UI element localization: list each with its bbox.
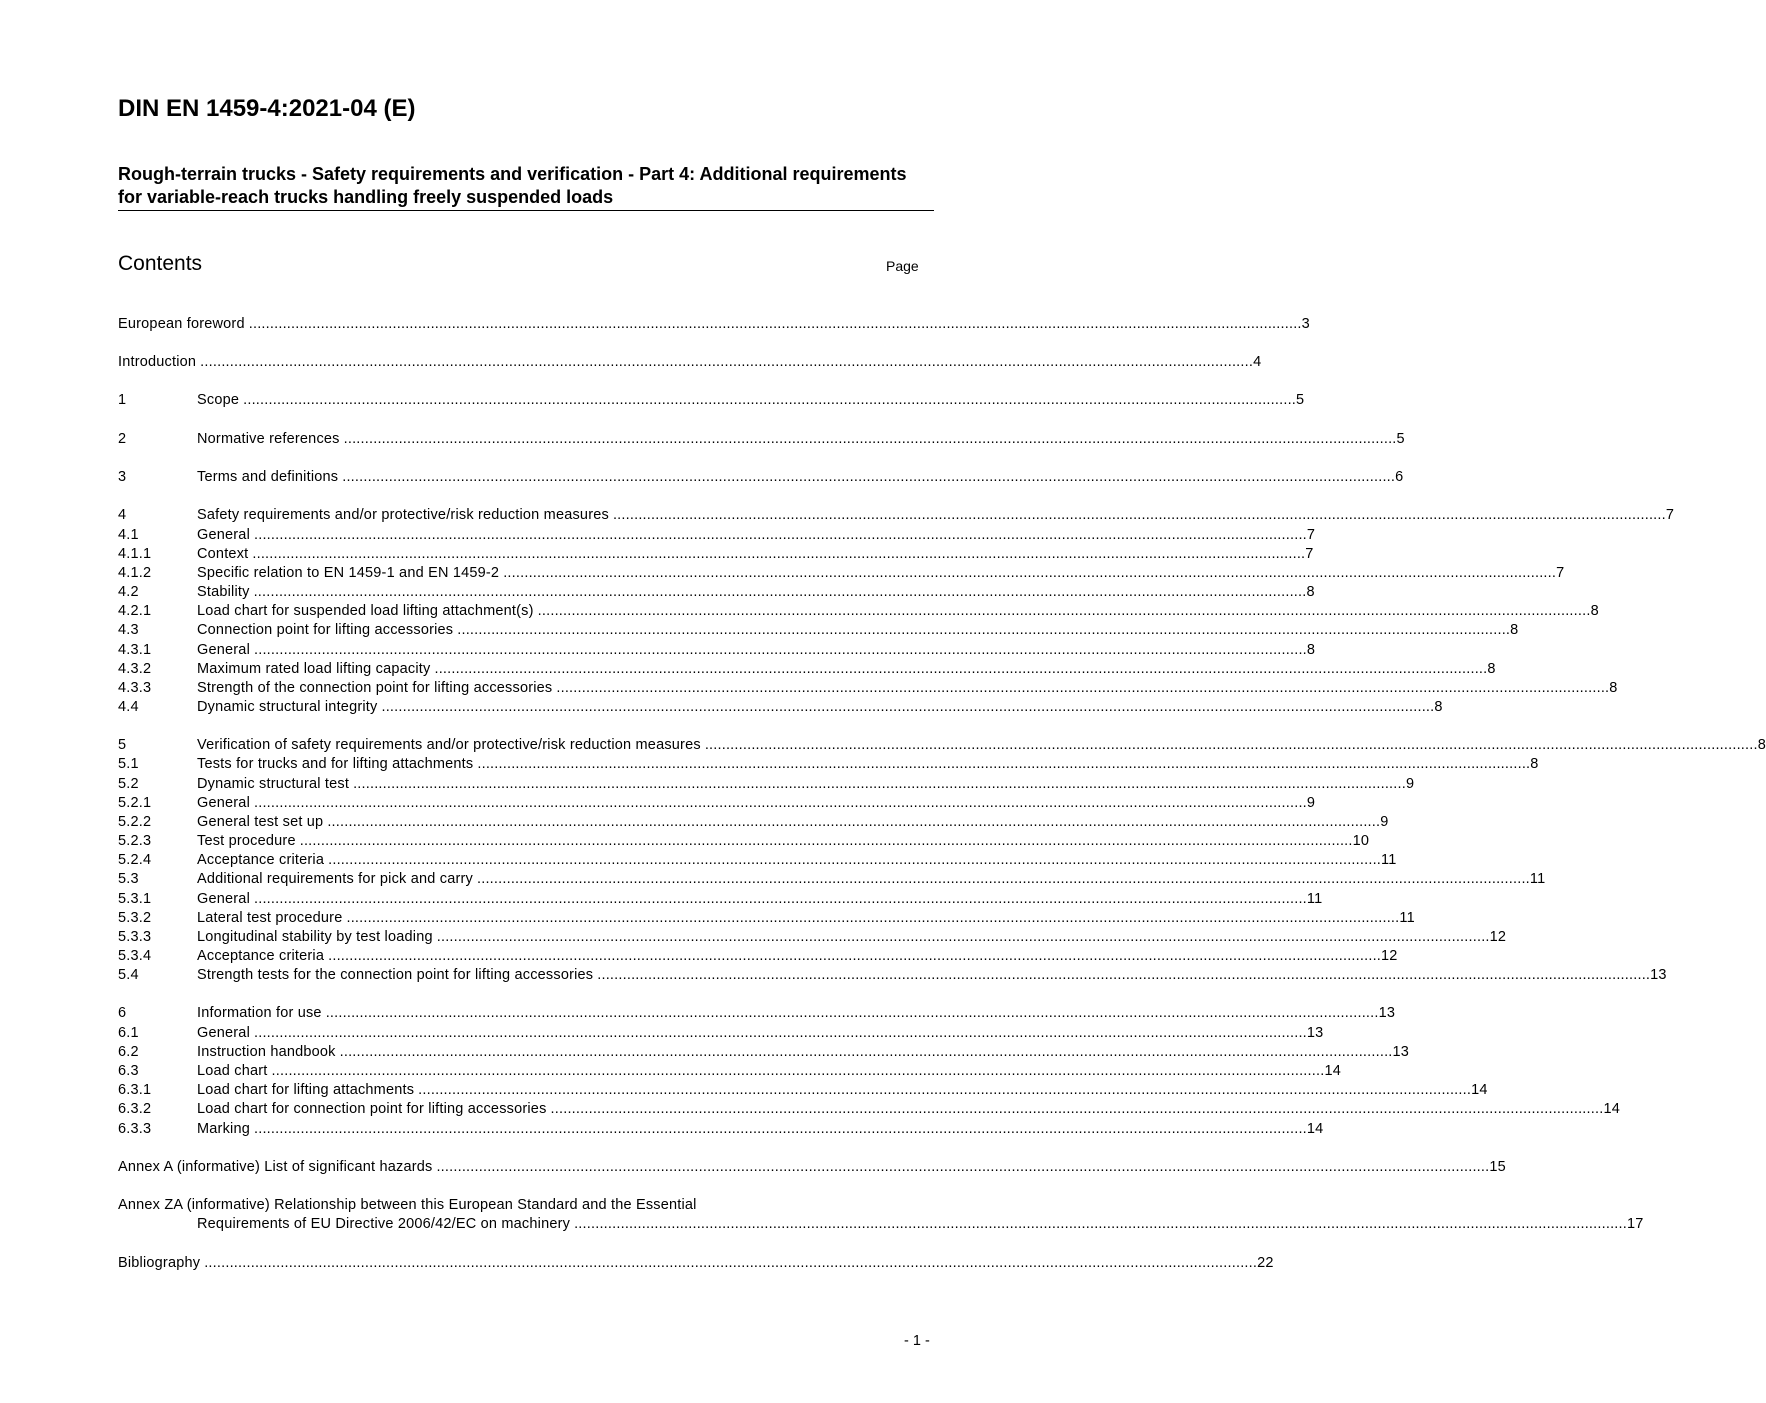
toc-entry-title[interactable]: Longitudinal stability by test loading [197,929,433,945]
toc-entry[interactable] [118,966,1667,985]
toc-leader-dots [430,660,1487,679]
toc-entry-title[interactable]: Marking [197,1121,250,1137]
toc-entry[interactable] [118,775,1415,794]
toc-entry-page[interactable]: 14 [1306,1121,1324,1137]
toc-leader-dots [701,736,1758,755]
toc-entry-number: 5.2.1 [118,795,152,811]
toc-entry-page[interactable]: 3 [1301,316,1310,332]
toc-entry-title[interactable]: Introduction [118,354,197,370]
toc-entry[interactable] [118,947,1398,966]
toc-leader-dots [570,1215,1627,1234]
toc-entry-title[interactable]: Tests for trucks and for lifting attachments [197,756,474,772]
toc-leader-dots [296,832,1353,851]
toc-entry-title[interactable]: Specific relation to EN 1459-1 and EN 1459-2 [197,565,500,581]
toc-entry-number: 4 [118,507,127,523]
toc-entry-title[interactable]: Test procedure [197,833,296,849]
toc-entry-title[interactable]: Bibliography [118,1255,201,1271]
toc-entry-page[interactable]: 8 [1306,642,1316,658]
toc-leader-dots [473,755,1530,774]
toc-entry-page[interactable]: 14 [1471,1082,1488,1098]
toc-entry-title[interactable]: Load chart [197,1063,268,1079]
toc-leader-dots [547,1100,1604,1119]
toc-entry[interactable] [118,506,1675,525]
toc-entry-page[interactable]: 8 [1306,584,1315,600]
toc-entry-title[interactable]: Normative references [197,431,340,447]
toc-entry-page[interactable]: 13 [1306,1025,1324,1041]
toc-leader-dots [432,1158,1489,1177]
toc-leader-dots [342,909,1399,928]
toc-entry[interactable] [118,909,1415,928]
toc-entry[interactable] [118,641,1316,660]
toc-entry-title[interactable]: Stability [197,584,250,600]
toc-entry-number: 6 [118,1005,127,1021]
toc-leader-dots [414,1081,1471,1100]
toc-entry-number: 1 [118,392,127,408]
toc-leader-dots [338,468,1395,487]
toc-entry-title[interactable]: General test set up [197,814,324,830]
contents-heading: Contents [118,252,203,275]
toc-entry-page[interactable]: 8 [1590,603,1599,619]
toc-entry-title[interactable]: Context [197,546,249,562]
toc-entry-title[interactable]: General [197,527,250,543]
toc-leader-dots [322,1004,1379,1023]
toc-entry[interactable] [118,794,1316,813]
toc-entry-number: 4.1 [118,527,139,543]
toc-entry[interactable] [118,870,1546,889]
toc-leader-dots [323,813,1380,832]
page-column-label: Page [886,258,919,274]
toc-entry[interactable] [118,832,1370,851]
toc-entry-number: 5.1 [118,756,139,772]
toc-leader-dots [250,641,1307,660]
toc-entry[interactable] [118,679,1618,698]
toc-entry-title[interactable]: Safety requirements and/or protective/risk reduction measures [197,507,609,523]
toc-entry-page[interactable]: 12 [1489,929,1507,945]
toc-entry[interactable] [118,698,1443,717]
toc-entry-page[interactable]: 8 [1487,661,1496,677]
toc-entry-page[interactable]: 6 [1395,469,1404,485]
toc-entry-number: 4.1.2 [118,565,152,581]
toc-entry-title[interactable]: Strength of the connection point for lifting accessories [197,680,553,696]
toc-entry[interactable] [118,736,1766,755]
toc-entry-page[interactable]: 8 [1434,699,1443,715]
toc-entry-title[interactable]: Terms and definitions [197,469,339,485]
toc-entry-title[interactable]: Connection point for lifting accessories [197,622,454,638]
toc-entry[interactable] [118,1120,1324,1139]
toc-entry-page[interactable]: 8 [1510,622,1519,638]
toc-leader-dots [250,890,1307,909]
toc-entry-page[interactable]: 11 [1529,871,1546,887]
toc-entry[interactable] [118,526,1316,545]
toc-entry-page[interactable]: 9 [1380,814,1389,830]
toc-entry-title[interactable]: Annex A (informative) List of significant hazards [118,1159,433,1175]
toc-entry-number: 5.4 [118,967,139,983]
toc-entry-page[interactable]: 7 [1556,565,1565,581]
toc-entry[interactable] [197,1215,1644,1234]
toc-entry-page[interactable]: 11 [1306,891,1323,907]
toc-entry-number: 3 [118,469,127,485]
toc-entry[interactable] [118,813,1389,832]
toc-leader-dots [196,353,1253,372]
toc-entry-number: 6.3.1 [118,1082,152,1098]
toc-leader-dots [340,430,1397,449]
toc-entry-page[interactable]: 10 [1352,833,1370,849]
toc-entry-title[interactable]: Additional requirements for pick and carry [197,871,473,887]
toc-entry-number: 4.3.1 [118,642,152,658]
toc-entry-number: 6.1 [118,1025,139,1041]
toc-entry-number: 5.3.4 [118,948,152,964]
toc-entry[interactable] [118,1062,1341,1081]
toc-leader-dots [324,851,1381,870]
toc-entry-title[interactable]: General [197,1025,250,1041]
toc-entry[interactable] [118,1254,1274,1273]
toc-leader-dots [250,583,1307,602]
toc-entry-page[interactable]: 4 [1253,354,1262,370]
toc-leader-dots [609,506,1666,525]
toc-entry[interactable] [118,1004,1396,1023]
toc-entry-title[interactable]: Acceptance criteria [197,948,325,964]
toc-entry-page[interactable]: 7 [1665,507,1675,523]
toc-entry-number: 2 [118,431,127,447]
toc-entry-title[interactable]: Lateral test procedure [197,910,343,926]
toc-leader-dots [499,564,1556,583]
toc-leader-dots [245,315,1302,334]
toc-leader-dots [552,679,1609,698]
toc-entry-number: 4.1.1 [118,546,152,562]
toc-entry-page[interactable]: 15 [1489,1159,1506,1175]
toc-leader-dots [336,1043,1393,1062]
toc-entry-number: 4.3 [118,622,139,638]
toc-entry-number: 4.3.3 [118,680,152,696]
document-subtitle: Rough-terrain trucks - Safety requirements and verification - Part 4: Additional requirements for variable-reach trucks handling freely suspended loads [118,164,907,207]
toc-entry-title[interactable]: Dynamic structural integrity [197,699,378,715]
toc-entry-page[interactable]: 7 [1306,527,1316,543]
toc-entry-page[interactable]: 11 [1399,910,1415,926]
toc-entry-page[interactable]: 5 [1296,392,1305,408]
toc-leader-dots [433,928,1490,947]
toc-entry-title[interactable]: Scope [197,392,240,408]
toc-entry-title[interactable]: Maximum rated load lifting capacity [197,661,431,677]
toc-entry-page[interactable]: 22 [1257,1255,1274,1271]
toc-entry-title[interactable]: Load chart for connection point for lifting accessories [197,1101,547,1117]
toc-entry-page[interactable]: 9 [1306,795,1316,811]
toc-entry[interactable] [118,391,1305,410]
toc-entry-title[interactable]: General [197,891,250,907]
toc-leader-dots [250,794,1307,813]
toc-entry-title[interactable]: Strength tests for the connection point for lifting accessories [197,967,594,983]
toc-entry-page[interactable]: 13 [1378,1005,1396,1021]
toc-leader-dots [250,526,1307,545]
toc-entry-page[interactable]: 8 [1609,680,1618,696]
toc-entry-number: 6.2 [118,1044,139,1060]
toc-entry[interactable] [118,315,1310,334]
toc-entry-title-continued[interactable]: Requirements of EU Directive 2006/42/EC on machinery [197,1216,571,1232]
toc-entry-title[interactable]: Instruction handbook [197,1044,336,1060]
toc-entry[interactable] [118,545,1314,564]
toc-entry-page[interactable]: 13 [1392,1044,1410,1060]
toc-entry-page[interactable]: 9 [1405,776,1415,792]
toc-entry-number: 5 [118,737,127,753]
toc-entry-page[interactable]: 17 [1627,1216,1644,1232]
toc-leader-dots [268,1062,1325,1081]
toc-entry-title[interactable]: Acceptance criteria [197,852,325,868]
toc-entry[interactable] [118,660,1496,679]
toc-entry-number: 5.2 [118,776,139,792]
toc-entry-page[interactable]: 14 [1324,1063,1341,1079]
toc-entry-page[interactable]: 12 [1381,948,1398,964]
toc-entry[interactable] [118,851,1397,870]
toc-entry-page[interactable]: 8 [1530,756,1539,772]
toc-leader-dots [239,391,1296,410]
toc-entry-title[interactable]: Information for use [197,1005,322,1021]
toc-leader-dots [473,870,1530,889]
toc-entry-number: 6.3.2 [118,1101,152,1117]
toc-entry[interactable] [118,583,1315,602]
toc-leader-dots [377,698,1434,717]
toc-entry[interactable] [118,353,1262,372]
toc-entry-page[interactable]: 8 [1757,737,1766,753]
toc-entry[interactable] [118,468,1404,487]
toc-leader-dots [250,1024,1307,1043]
toc-entry-number: 5.2.2 [118,814,152,830]
toc-entry-title[interactable]: General [197,642,250,658]
toc-entry-page[interactable]: 13 [1650,967,1667,983]
toc-entry-number: 4.3.2 [118,661,152,677]
toc-entry[interactable] [118,602,1599,621]
toc-leader-dots [593,966,1650,985]
toc-entry-number: 6.3.3 [118,1121,152,1137]
toc-leader-dots [248,545,1305,564]
toc-entry[interactable] [118,890,1323,909]
toc-leader-dots [534,602,1591,621]
toc-entry-page[interactable]: 14 [1603,1101,1620,1117]
toc-entry-number: 6.3 [118,1063,139,1079]
toc-entry-title[interactable]: European foreword [118,316,245,332]
toc-entry-title[interactable]: Dynamic structural test [197,776,350,792]
toc-entry-title[interactable]: Load chart for suspended load lifting attachment(s) [197,603,534,619]
toc-entry[interactable] [118,1158,1506,1177]
toc-entry[interactable] [118,1100,1620,1119]
toc-entry-title[interactable]: Annex ZA (informative) Relationship between this European Standard and the Essential [118,1197,697,1213]
toc-entry-title[interactable]: General [197,795,250,811]
toc-entry-number: 4.2 [118,584,139,600]
toc-entry-page[interactable]: 5 [1396,431,1405,447]
toc-entry[interactable] [118,430,1405,449]
toc-entry-title[interactable]: Verification of safety requirements and/or protective/risk reduction measures [197,737,701,753]
toc-entry-page[interactable]: 11 [1381,852,1397,868]
document-title: DIN EN 1459-4:2021-04 (E) [118,95,416,122]
toc-entry[interactable] [118,564,1565,583]
toc-entry-page[interactable]: 7 [1305,546,1314,562]
toc-entry-number: 5.3.3 [118,929,152,945]
toc-leader-dots [453,621,1510,640]
toc-leader-dots [324,947,1381,966]
toc-entry-title[interactable]: Load chart for lifting attachments [197,1082,415,1098]
toc-leader-dots [200,1254,1257,1273]
toc-entry-number: 5.3.1 [118,891,152,907]
toc-entry-number: 5.2.4 [118,852,152,868]
toc-entry[interactable] [118,928,1507,947]
toc-leader-dots [349,775,1406,794]
toc-entry-number: 5.3 [118,871,139,887]
toc-entry-number: 4.4 [118,699,139,715]
toc-leader-dots [250,1120,1307,1139]
toc-entry[interactable] [118,755,1539,774]
toc-entry-number: 5.2.3 [118,833,152,849]
toc-entry-number: 4.2.1 [118,603,152,619]
toc-entry-number: 5.3.2 [118,910,152,926]
page-number: - 1 - [904,1333,930,1349]
toc-entry[interactable] [118,621,1519,640]
toc-entry[interactable] [118,1081,1488,1100]
toc-entry[interactable] [118,1043,1410,1062]
toc-entry[interactable] [118,1024,1324,1043]
